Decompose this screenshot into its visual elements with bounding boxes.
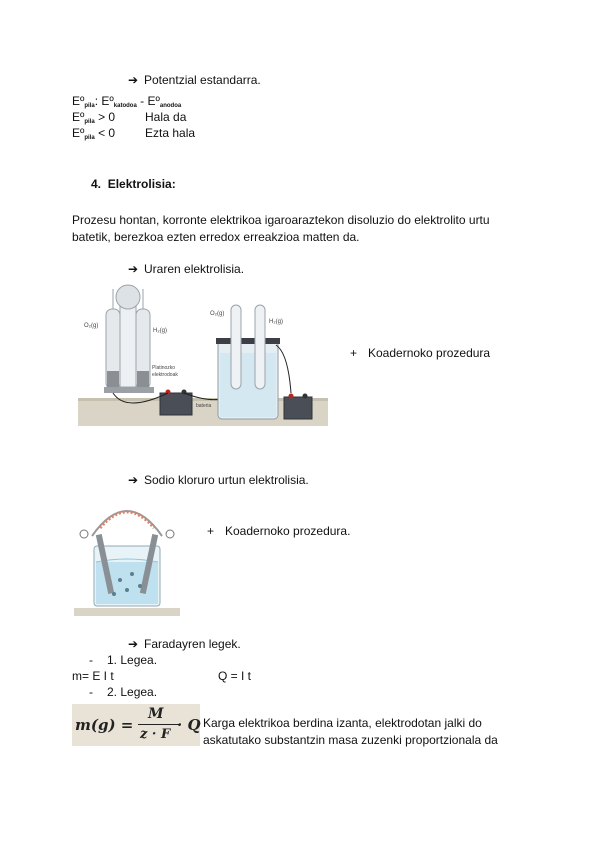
nacl-note-text: Koadernoko prozedura. bbox=[225, 524, 351, 538]
plus-bullet-icon: + bbox=[350, 346, 358, 360]
dash-bullet-icon: - bbox=[89, 685, 93, 699]
formula-subscript: anodoa bbox=[159, 103, 182, 109]
faraday-title: Faradayren legek. bbox=[144, 637, 241, 651]
o2-right-label: O₂(g) bbox=[210, 311, 225, 317]
battery-icon bbox=[284, 394, 312, 420]
water-title: Uraren elektrolisia. bbox=[144, 262, 245, 276]
faraday-text-line2: askatutako substantzin masa zuzenki proportzionala da bbox=[203, 733, 498, 747]
condition-symbol: Eº bbox=[72, 126, 85, 140]
condition-negative-result: Ezta hala bbox=[145, 126, 196, 140]
condition-positive-result: Hala da bbox=[145, 110, 187, 124]
fraction-bar bbox=[138, 724, 180, 725]
nacl-note bbox=[207, 524, 350, 538]
plus-bullet-icon: + bbox=[207, 524, 215, 538]
water-note bbox=[350, 346, 490, 360]
arrow-right-icon: ➔ bbox=[128, 473, 139, 487]
formula-denominator: z · F bbox=[140, 727, 171, 742]
law1-item bbox=[89, 653, 157, 667]
formula-symbol: Eº bbox=[147, 94, 160, 108]
condition-relation: < 0 bbox=[94, 126, 116, 140]
formula-lhs: m(g) = bbox=[75, 716, 134, 734]
water-electrolysis-figure bbox=[76, 283, 330, 430]
section-number: 4. bbox=[91, 177, 102, 191]
condition-symbol: Eº bbox=[72, 110, 85, 124]
formula-subscript: pila bbox=[84, 103, 95, 109]
law1-text: 1. Legea. bbox=[107, 653, 158, 667]
faraday-text-line1: Karga elektrikoa berdina izanta, elektrodotan jalki do bbox=[203, 716, 482, 730]
dash-bullet-icon: - bbox=[89, 653, 93, 667]
formula-numerator: M bbox=[148, 706, 164, 722]
law2-text: 2. Legea. bbox=[107, 685, 158, 699]
law2-item bbox=[89, 685, 157, 699]
section-title: Elektrolisia: bbox=[107, 177, 176, 191]
formula-rhs: · Q bbox=[177, 716, 201, 734]
condition-subscript: pila bbox=[84, 135, 95, 141]
electrodes-label: Platinozko bbox=[152, 365, 176, 371]
formula-minus: - bbox=[136, 94, 148, 108]
battery-icon bbox=[160, 390, 192, 416]
nacl-title: Sodio kloruro urtun elektrolisia. bbox=[144, 473, 309, 487]
arrow-right-icon: ➔ bbox=[128, 262, 139, 276]
faraday-formula-box bbox=[72, 704, 200, 746]
faraday-heading bbox=[128, 637, 241, 651]
nacl-electrolysis-figure bbox=[72, 494, 182, 619]
section-heading bbox=[91, 177, 176, 191]
formula-symbol: Eº bbox=[72, 94, 85, 108]
arrow-right-icon: ➔ bbox=[128, 637, 139, 651]
formula-subscript: katodoa bbox=[113, 103, 137, 109]
condition-subscript: pila bbox=[84, 119, 95, 125]
battery-label: bateria bbox=[196, 403, 212, 409]
water-note-text: Koadernoko prozedura bbox=[368, 346, 491, 360]
arrow-right-icon: ➔ bbox=[128, 73, 139, 87]
potential-formula bbox=[72, 94, 181, 109]
nacl-heading bbox=[128, 473, 309, 487]
condition-relation: > 0 bbox=[94, 110, 116, 124]
equation-mass: m= E I t bbox=[72, 669, 114, 683]
o2-left-label: O₂(g) bbox=[84, 323, 99, 329]
section-paragraph: Prozesu hontan, korronte elektrikoa igaroaraztekon disoluzio do elektrolito urtu batetik, berezkoa ezten erredox erreakzioa matten da. bbox=[72, 213, 490, 244]
potential-heading bbox=[128, 73, 261, 87]
water-heading bbox=[128, 262, 244, 276]
electrodes-label: elektrodoak bbox=[152, 372, 178, 378]
condition-positive bbox=[72, 110, 115, 125]
formula-symbol: Eº bbox=[101, 94, 114, 108]
h2-left-label: H₂(g) bbox=[153, 328, 167, 334]
formula-separator: : bbox=[94, 94, 102, 108]
h2-right-label: H₂(g) bbox=[269, 319, 283, 325]
condition-negative bbox=[72, 126, 115, 141]
equation-charge: Q = I t bbox=[218, 669, 252, 683]
potential-title: Potentzial estandarra. bbox=[144, 73, 261, 87]
